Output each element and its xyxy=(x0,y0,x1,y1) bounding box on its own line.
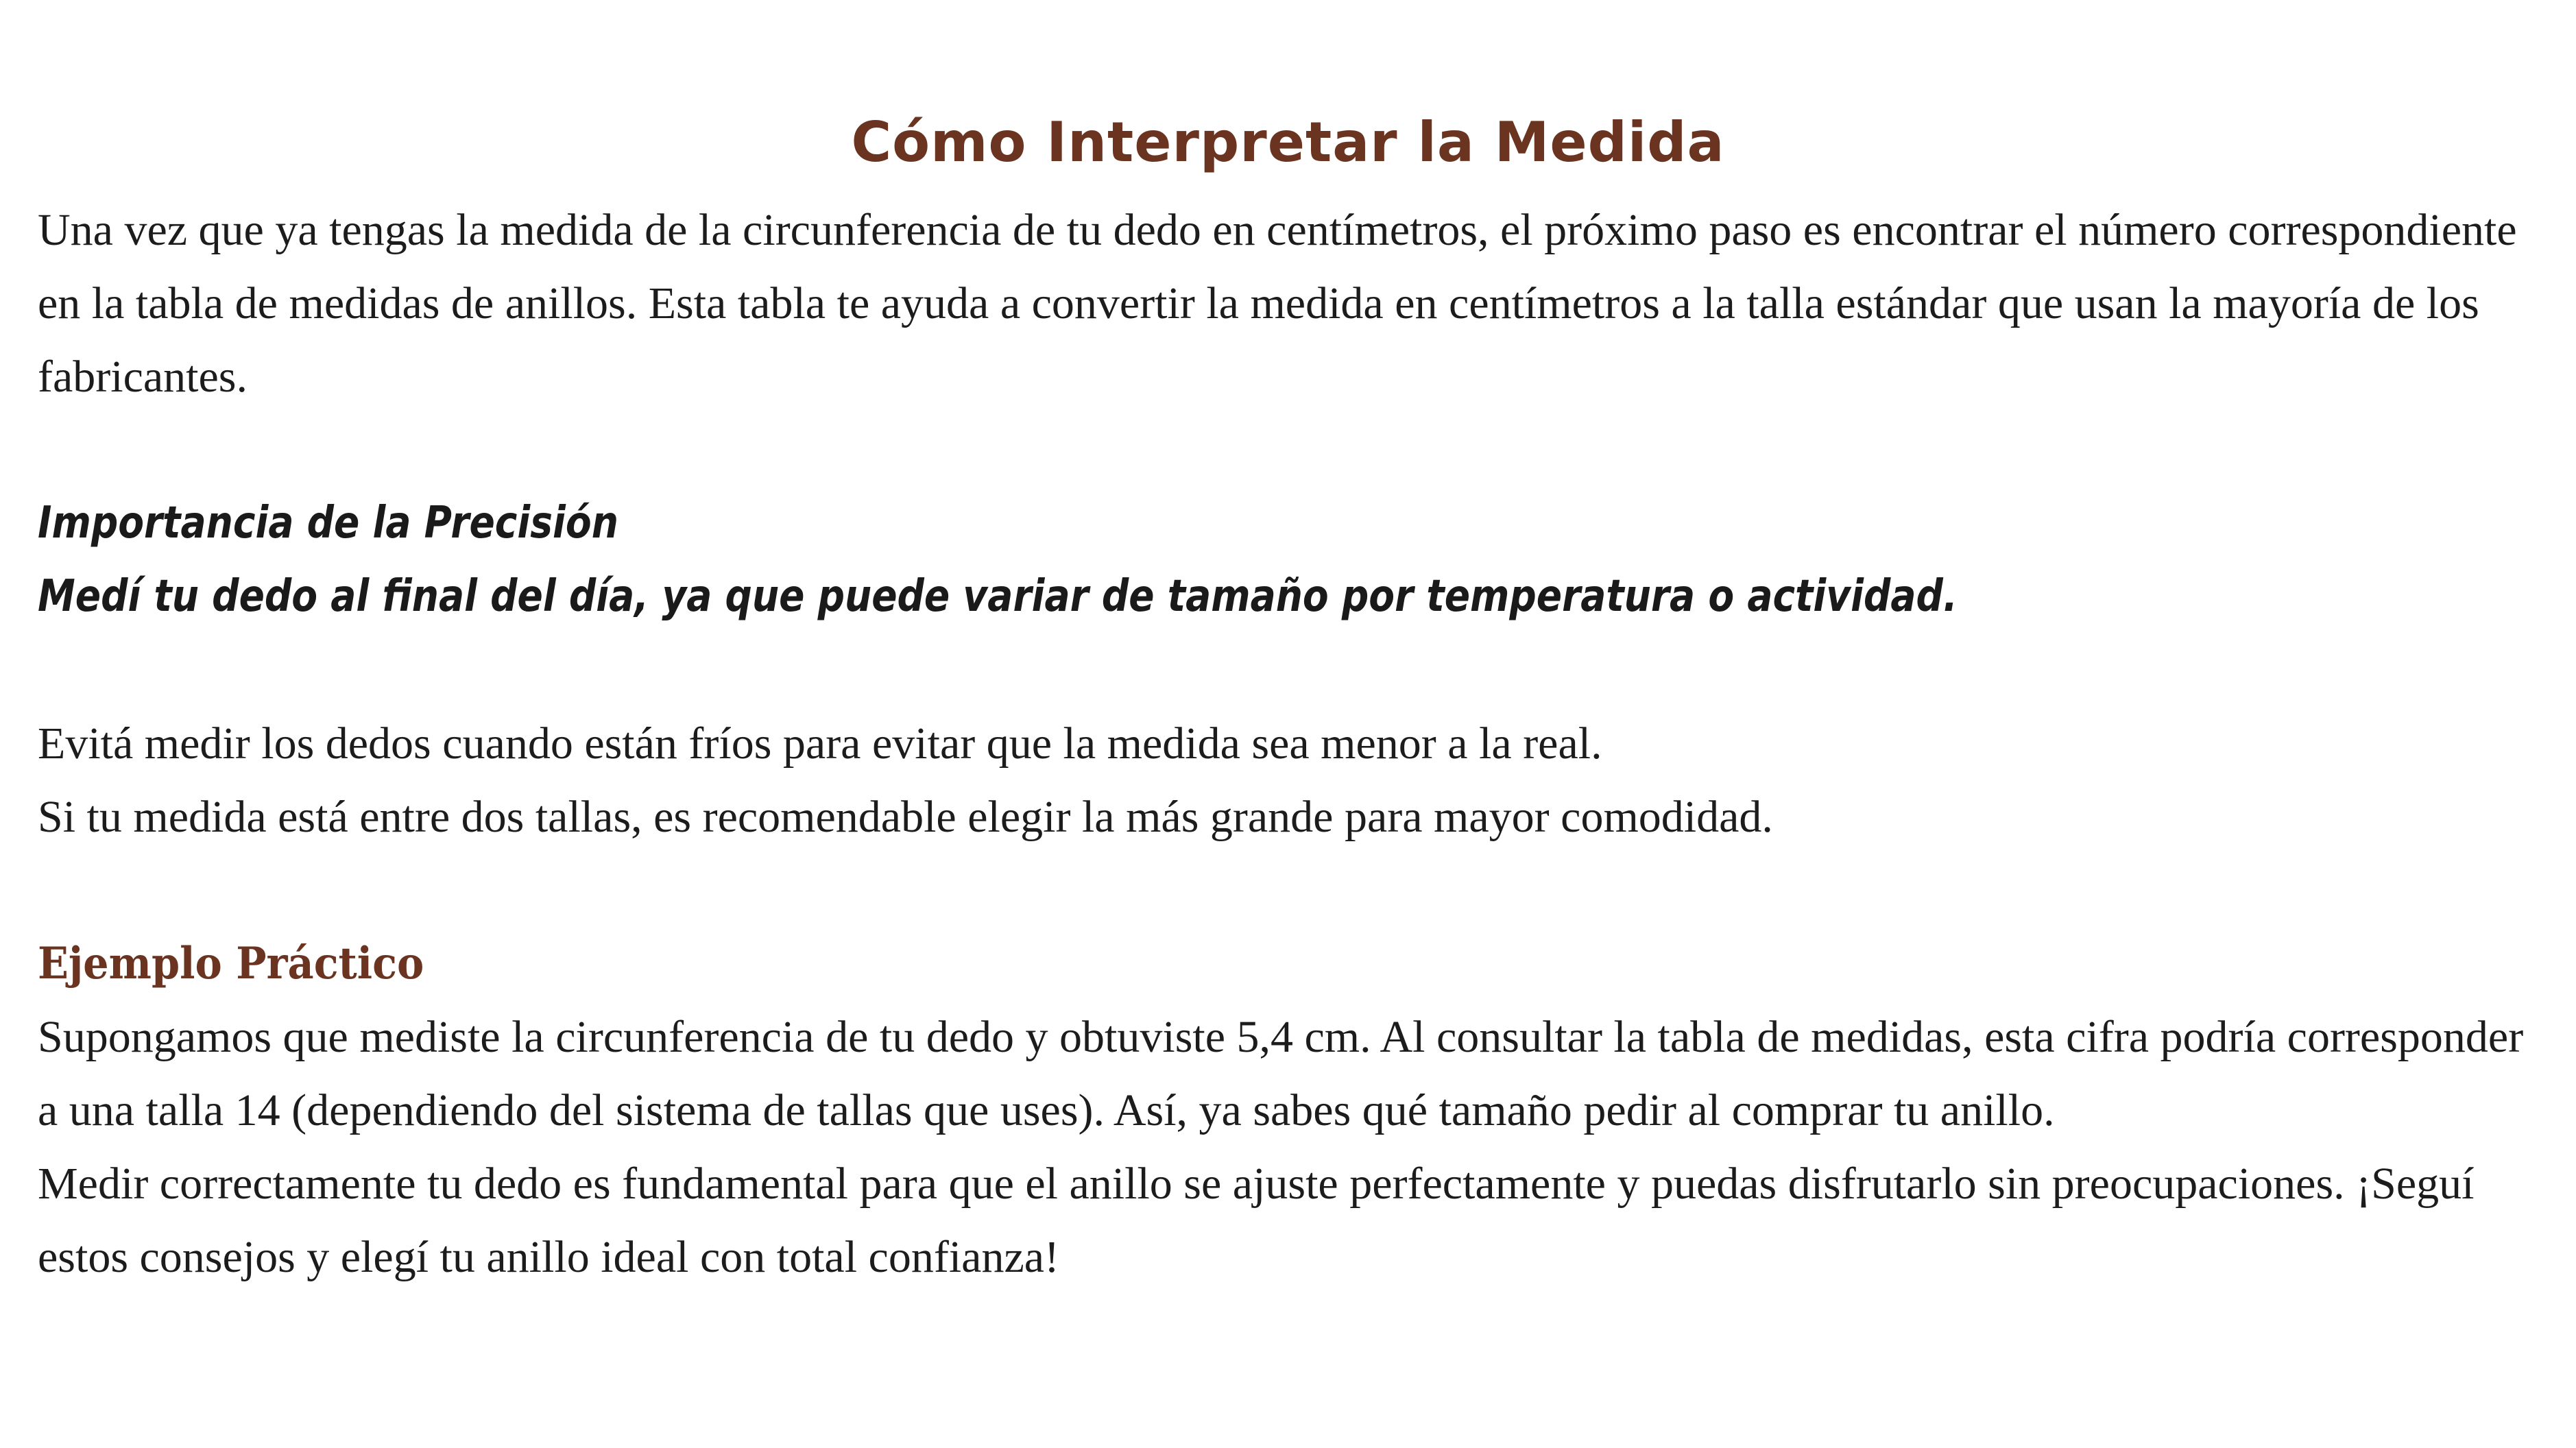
page-title: Cómo Interpretar la Medida xyxy=(851,110,1725,174)
spacer xyxy=(38,413,2533,487)
closing-paragraph: Medir correctamente tu dedo es fundamental para que el anillo se ajuste perfectamente y puedas disfrutarlo sin preocupaciones. ¡Seguí estos consejos y elegí tu anillo ideal con total confianza! xyxy=(38,1159,2475,1282)
spacer xyxy=(38,854,2533,927)
example-paragraph: Supongamos que mediste la circunferencia de tu dedo y obtuviste 5,4 cm. Al consultar la tabla de medidas, esta cifra podría corresponder a una talla 14 (dependiendo del sistema de tallas que uses). Así, ya sabes qué tamaño pedir al comprar tu anillo. xyxy=(38,1012,2524,1135)
precision-tip: Evitá medir los dedos cuando están fríos para evitar que la medida sea menor a la real. xyxy=(38,719,1602,769)
intro-paragraph: Una vez que ya tengas la medida de la circunferencia de tu dedo en centímetros, el próximo paso es encontrar el número correspondiente en la tabla de medidas de anillos. Esta tabla te ayuda a convertir la medida en centímetros a la talla estándar que usan la mayoría de los fabricantes. xyxy=(38,205,2517,402)
example-heading: Ejemplo Práctico xyxy=(38,938,424,989)
precision-tip: Si tu medida está entre dos tallas, es recomendable elegir la más grande para mayor comodidad. xyxy=(38,792,1773,842)
spacer xyxy=(38,634,2533,707)
document-body xyxy=(38,193,2533,1294)
precision-heading: Importancia de la Precisión xyxy=(38,498,618,548)
precision-bold-tip: Medí tu dedo al final del día, ya que puede variar de tamaño por temperatura o actividad. xyxy=(38,571,1958,622)
